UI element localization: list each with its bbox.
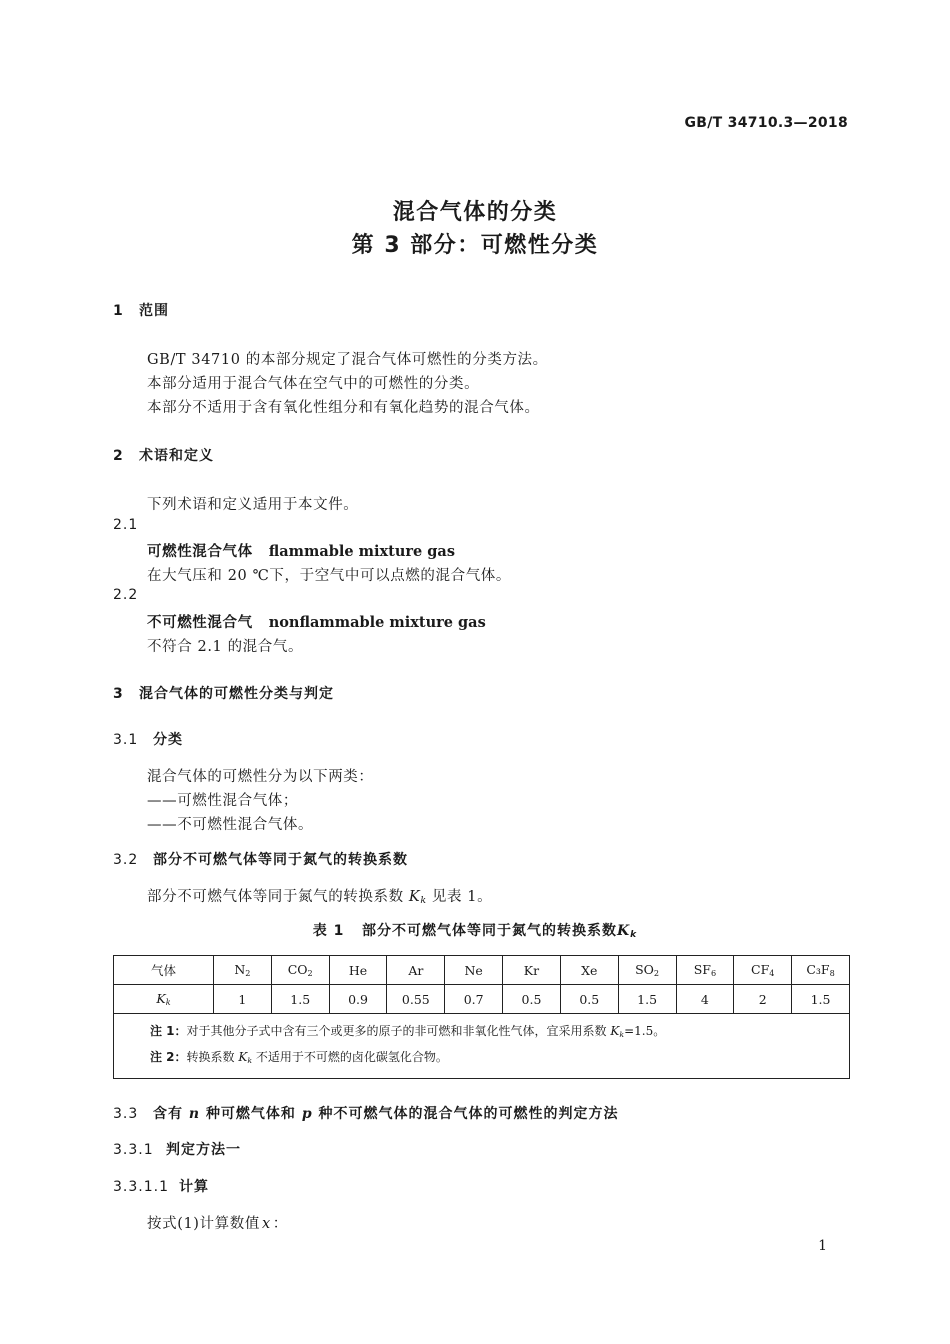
term-definition: 在大气压和 20 ℃下，于空气中可以点燃的混合气体。 bbox=[147, 568, 511, 584]
table-cell: 1.5 bbox=[792, 985, 850, 1014]
table-cell: 0.5 bbox=[503, 985, 561, 1014]
table-cell: 4 bbox=[676, 985, 734, 1014]
table-header-cell: $N_2$ bbox=[214, 956, 272, 985]
paragraph: 下列术语和定义适用于本文件。 bbox=[147, 497, 359, 513]
conversion-coefficient-table bbox=[113, 955, 850, 1079]
table-cell: 2 bbox=[734, 985, 792, 1014]
section-3-3-heading: 3.3 含有 n 种可燃气体和 p 种不可燃气体的混合气体的可燃性的判定方法 bbox=[113, 1106, 619, 1122]
table-cell: 0.9 bbox=[329, 985, 387, 1014]
table-cell: 1 bbox=[214, 985, 272, 1014]
table-notes bbox=[114, 1014, 850, 1079]
table-header-row bbox=[114, 956, 850, 985]
section-3-3-1-1-heading: 3.3.1.1 计算 bbox=[113, 1179, 209, 1195]
section-3-3-1-heading: 3.3.1 判定方法一 bbox=[113, 1142, 241, 1158]
term-heading: 不可燃性混合气 nonflammable mixture gas bbox=[147, 614, 486, 631]
page-number: 1 bbox=[818, 1238, 827, 1254]
table-header-cell: Ne bbox=[445, 956, 503, 985]
document-title: 混合气体的分类 bbox=[392, 200, 558, 225]
table-header-cell: Ar bbox=[387, 956, 445, 985]
term-number: 2.2 bbox=[113, 587, 139, 603]
table-cell: 0.55 bbox=[387, 985, 445, 1014]
table-cell: 1.5 bbox=[271, 985, 329, 1014]
standard-code: GB/T 34710.3—2018 bbox=[684, 115, 848, 131]
table-cell: 1.5 bbox=[618, 985, 676, 1014]
paragraph: 部分不可燃气体等同于氮气的转换系数 $K_k$ 见表 1。 bbox=[147, 889, 493, 906]
paragraph: GB/T 34710 的本部分规定了混合气体可燃性的分类方法。 bbox=[147, 352, 548, 368]
term-definition: 不符合 2.1 的混合气。 bbox=[147, 639, 304, 655]
section-2-heading: 2 术语和定义 bbox=[113, 448, 214, 464]
table-cell: 0.7 bbox=[445, 985, 503, 1014]
table-row-label: $K_k$ bbox=[114, 985, 214, 1014]
list-item: ——可燃性混合气体； bbox=[147, 793, 298, 809]
table-header-cell: $C_3F_8$ bbox=[792, 956, 850, 985]
table-header-cell: $CO_2$ bbox=[271, 956, 329, 985]
table-header-cell: Kr bbox=[503, 956, 561, 985]
paragraph: 混合气体的可燃性分为以下两类： bbox=[147, 769, 374, 785]
table-header-cell: $SO_2$ bbox=[618, 956, 676, 985]
section-1-heading: 1 范围 bbox=[113, 303, 169, 319]
table-row bbox=[114, 985, 850, 1014]
paragraph: 按式(1)计算数值 x ： bbox=[147, 1216, 288, 1232]
table-note-1: 注 1：对于其他分子式中含有三个或更多的原子的非可燃和非氧化性气体，宜采用系数 $K_k=1.5$。 bbox=[150, 1024, 666, 1039]
table-header-cell: Xe bbox=[560, 956, 618, 985]
section-3-2-heading: 3.2 部分不可燃气体等同于氮气的转换系数 bbox=[113, 852, 408, 868]
document-subtitle: 第 3 部分：可燃性分类 bbox=[351, 233, 599, 258]
section-3-1-heading: 3.1 分类 bbox=[113, 732, 183, 748]
table-caption: 表 1 部分不可燃气体等同于氮气的转换系数$K_k$ bbox=[312, 923, 638, 940]
table-header-cell: He bbox=[329, 956, 387, 985]
table-header-cell: 气体 bbox=[114, 956, 214, 985]
table-notes-row bbox=[114, 1014, 850, 1079]
table-note-2: 注 2：转换系数 $K_k$ 不适用于不可燃的卤化碳氢化合物。 bbox=[150, 1050, 448, 1065]
list-item: ——不可燃性混合气体。 bbox=[147, 817, 314, 833]
section-3-heading: 3 混合气体的可燃性分类与判定 bbox=[113, 686, 334, 702]
term-number: 2.1 bbox=[113, 517, 139, 533]
table-cell: 0.5 bbox=[560, 985, 618, 1014]
table-header-cell: $SF_6$ bbox=[676, 956, 734, 985]
paragraph: 本部分不适用于含有氧化性组分和有氧化趋势的混合气体。 bbox=[147, 400, 540, 416]
term-heading: 可燃性混合气体 flammable mixture gas bbox=[147, 543, 455, 560]
table-header-cell: $CF_4$ bbox=[734, 956, 792, 985]
paragraph: 本部分适用于混合气体在空气中的可燃性的分类。 bbox=[147, 376, 480, 392]
